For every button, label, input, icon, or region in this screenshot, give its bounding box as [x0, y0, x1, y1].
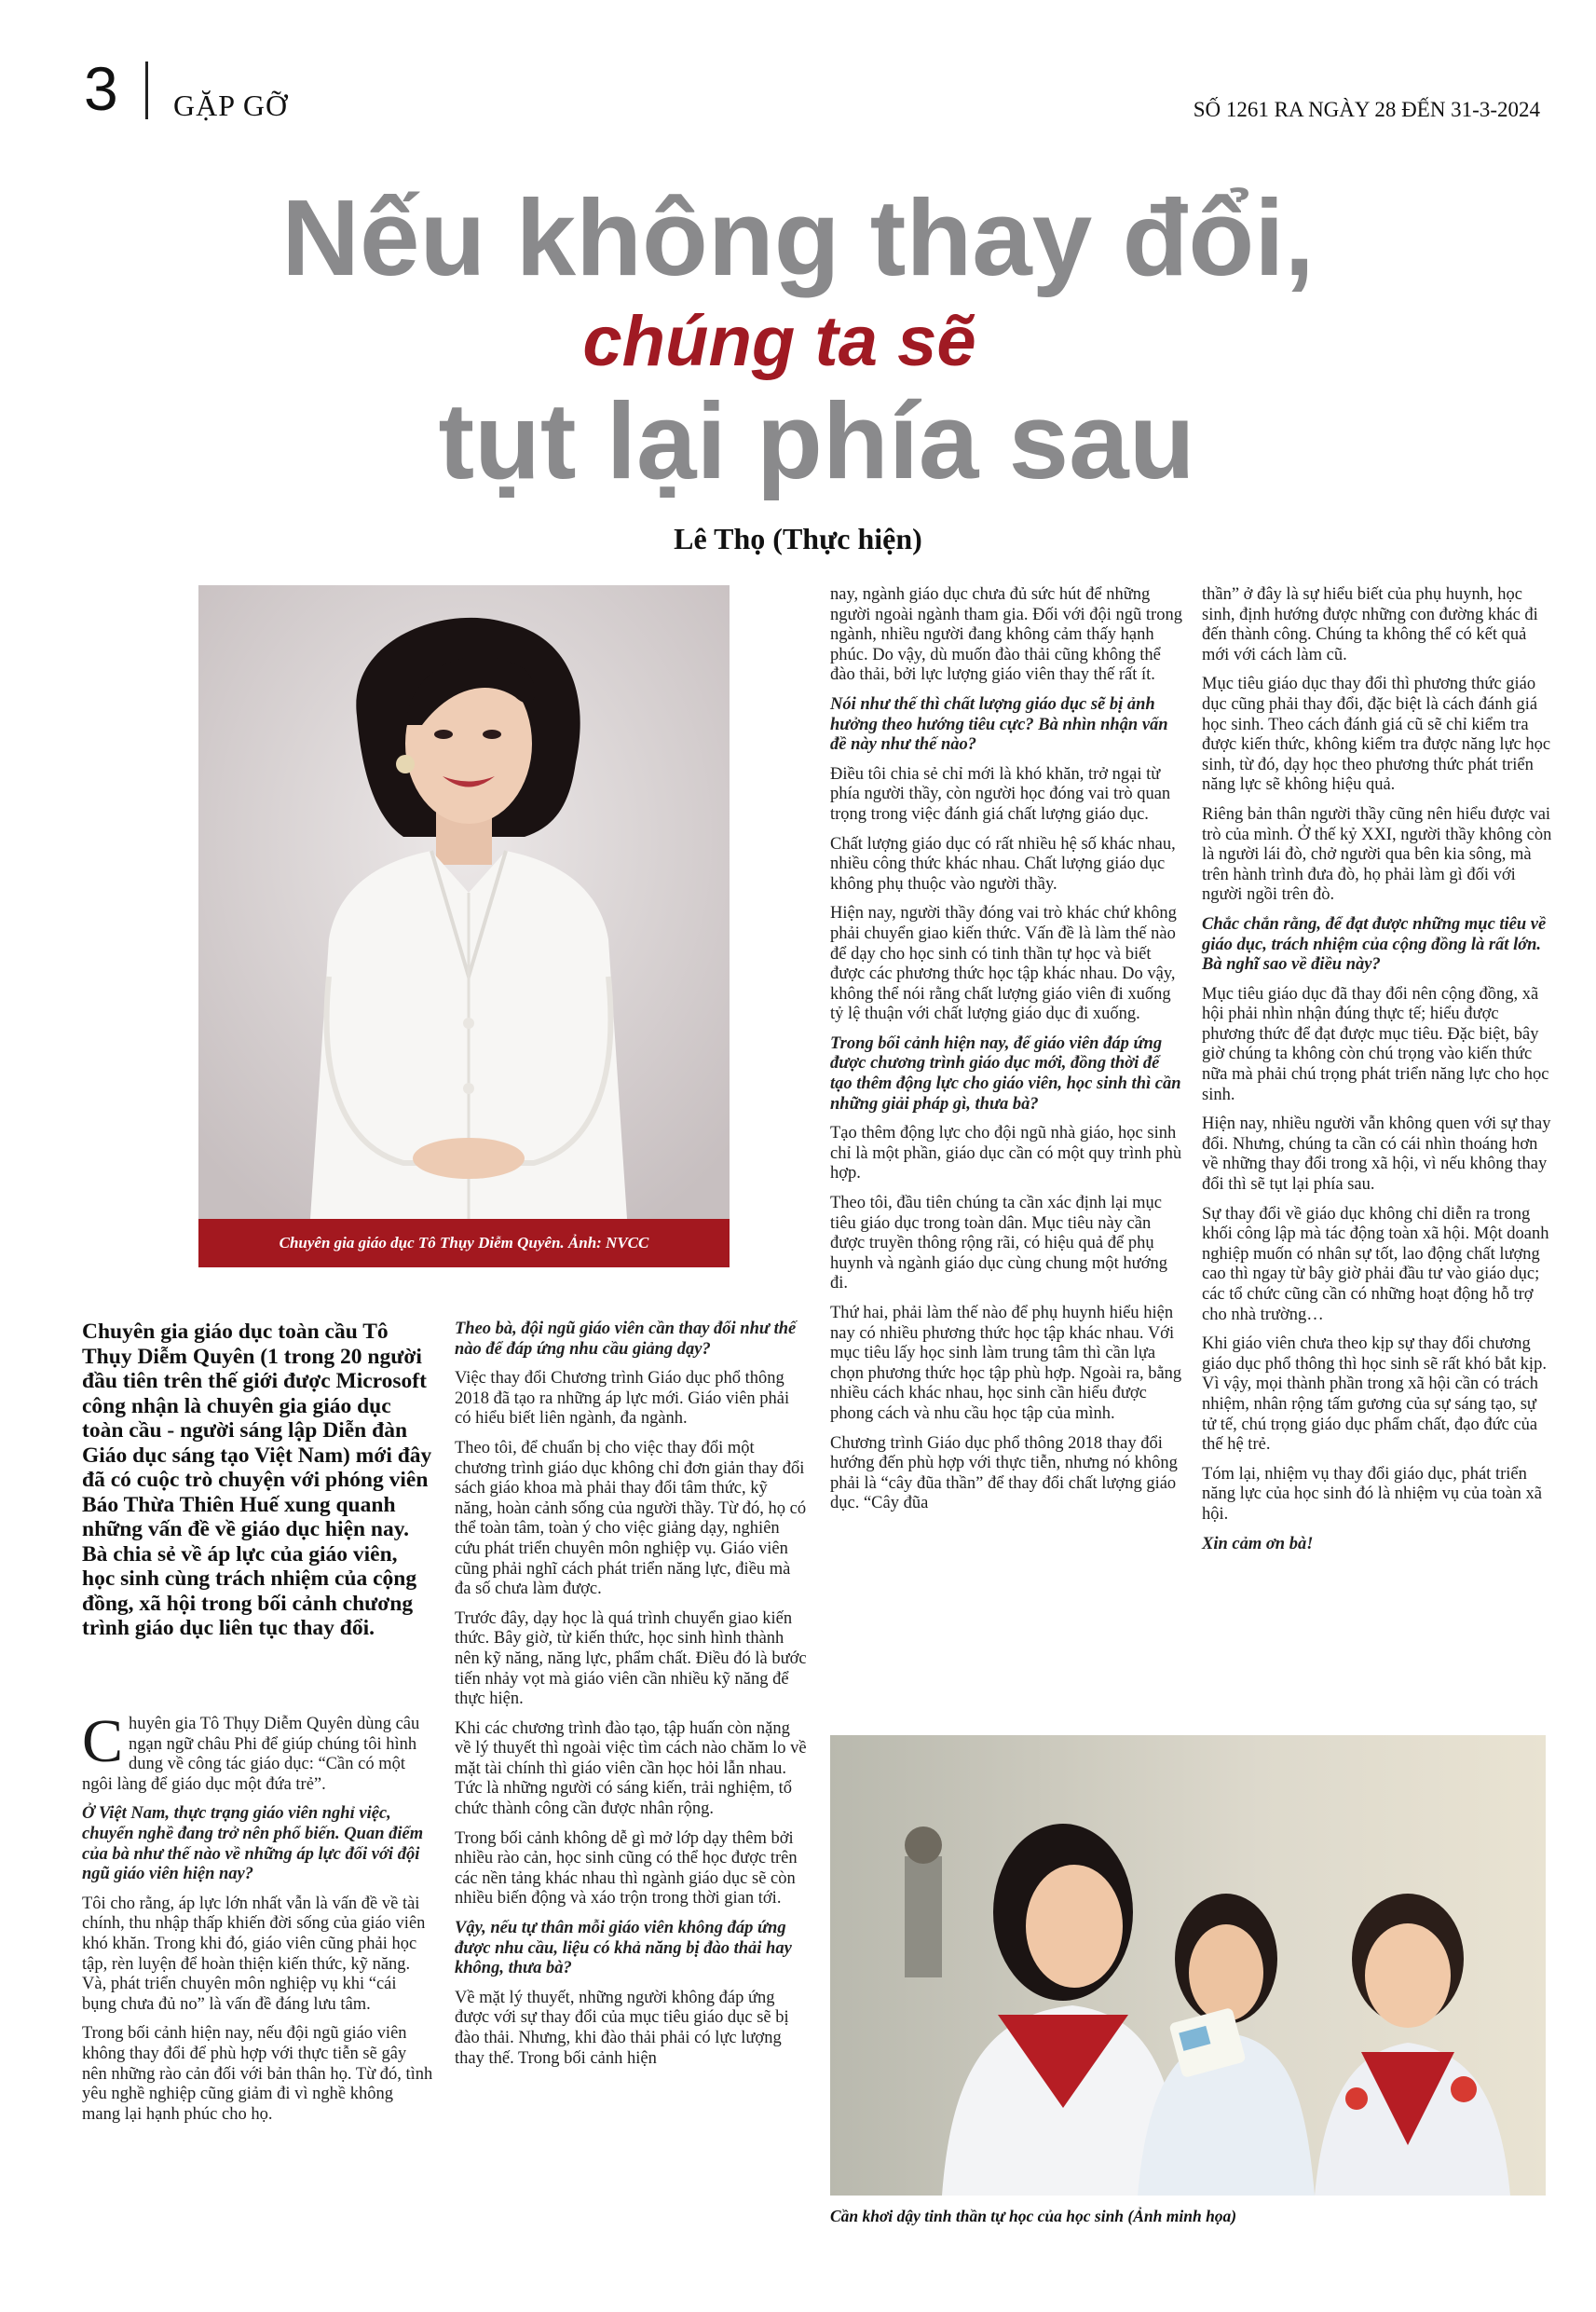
paragraph: Theo tôi, để chuẩn bị cho việc thay đổi một chương trình giáo dục không chỉ đơn giản thay đổi sách giáo khoa mà phải thay đổi tâm thức, kỹ năng, hoàn cảnh sống của người thầy. Từ đó, họ có thể toàn tâm, toàn ý cho việc giảng dạy, nghiên cứu phát triển chuyên môn nghiệp vụ. Giáo viên cũng phải nghĩ cách phát triển năng lực, điều mà đa số chưa làm được. [455, 1438, 807, 1599]
headline-line-2: chúng ta sẽ [582, 302, 976, 381]
article-column-1 [82, 1707, 434, 2134]
issue-info: SỐ 1261 RA NGÀY 28 ĐẾN 31-3-2024 [1193, 98, 1540, 121]
lead-paragraph: Chuyên gia giáo dục toàn cầu Tô Thụy Diễm Quyên (1 trong 20 người đầu tiên trên thế giới được Microsoft công nhận là chuyên gia giáo dục toàn cầu - người sáng lập Diễn đàn Giáo dục sáng tạo Việt Nam) mới đây đã có cuộc trò chuyện với phóng viên Báo Thừa Thiên Huế xung quanh những vấn đề về giáo dục hiện nay. Bà chia sẻ về áp lực của giáo viên, học sinh cùng trách nhiệm của cộng đồng, xã hội trong bối cảnh chương trình giáo dục liên tục thay đổi. [82, 1320, 432, 1640]
question: Nói như thế thì chất lượng giáo dục sẽ bị ảnh hưởng theo hướng tiêu cực? Bà nhìn nhận vấn đề này như thế nào? [830, 694, 1168, 755]
paragraph: Theo tôi, đầu tiên chúng ta cần xác định lại mục tiêu giáo dục trong toàn dân. Mục tiêu này cần được truyền thông rộng rãi, có hiệu quả để phụ huynh và ngành giáo dục cùng chung một hướng đi. [830, 1194, 1167, 1293]
paragraph: Mục tiêu giáo dục thay đổi thì phương thức giáo dục cũng phải thay đổi, đặc biệt là cách đánh giá học sinh. Theo cách đánh giá cũ sẽ chỉ kiểm tra được kiến thức, không kiểm tra được năng lực học sinh, từ đó, dạy học theo phương thức phát triển năng lực sẽ không hiệu quả. [1202, 675, 1551, 795]
paragraph: Tôi cho rằng, áp lực lớn nhất vẫn là vấn đề về tài chính, thu nhập thấp khiến đời sống của giáo viên khó khăn. Trong khi đó, giáo viên cũng phải học tập, rèn luyện để hoàn thiện kiến thức, kỹ năng. Và, phát triển chuyên môn nghiệp vụ khi “cái bụng chưa đủ no” là vấn đề đáng lưu tâm. [82, 1894, 426, 2014]
paragraph: Về mặt lý thuyết, những người không đáp ứng được với sự thay đổi của mục tiêu giáo dục sẽ bị đào thải. Nhưng, khi đào thải phải có lực lượng thay thế. Trong bối cảnh hiện [455, 1988, 789, 2068]
paragraph: Chương trình Giáo dục phổ thông 2018 thay đổi hướng đến phù hợp với thực tiễn, nhưng nó không phải là “cây đũa thần” để thay đổi chất lượng giáo dục. “Cây đũa [830, 1433, 1178, 1513]
byline: Lê Thọ (Thực hiện) [674, 522, 922, 555]
header-divider [145, 62, 148, 119]
paragraph: Trước đây, dạy học là quá trình chuyển giao kiến thức. Bây giờ, từ kiến thức, học sinh hình thành nên kỹ năng, năng lực, phẩm chất. Điều đó là bước tiến nhảy vọt mà giáo viên cần nhiều kỹ năng để thực hiện. [455, 1608, 807, 1709]
article-column-3 [830, 585, 1182, 1524]
question: Trong bối cảnh hiện nay, để giáo viên đáp ứng được chương trình giáo dục mới, đồng thời để tạo thêm động lực cho giáo viên, học sinh thì cần những giải pháp gì, thưa bà? [830, 1033, 1181, 1114]
headline-line-3: tụt lại phía sau [438, 380, 1195, 501]
paragraph: Riêng bản thân người thầy cũng nên hiểu được vai trò của mình. Ở thế kỷ XXI, người thầy không còn là người lái đò, chở người qua bên kia sông, mà trên hành trình đưa đò, họ phải làm gì đối với người ngồi trên đò. [1202, 804, 1552, 905]
paragraph: Việc thay đổi Chương trình Giáo dục phổ thông 2018 đã tạo ra những áp lực mới. Giáo viên phải có hiểu biết liên ngành, đa ngành. [455, 1369, 790, 1429]
paragraph: Hiện nay, người thầy đóng vai trò khác chứ không phải chuyển giao kiến thức. Vấn đề là làm thế nào để dạy cho học sinh có tinh thần tự học và biết được các phương thức học tập khác nhau. Do vậy, không thể nói rằng chất lượng giáo viên đi xuống tỷ lệ thuận với chất lượng giáo dục đi xuống. [830, 904, 1177, 1024]
students-photo [830, 1735, 1546, 2196]
intro-paragraph: Chuyên gia Tô Thụy Diễm Quyên dùng câu ngạn ngữ châu Phi để giúp chúng tôi hình dung về công tác giáo dục: “Cần có một ngôi làng để giáo dục một đứa trẻ”. [82, 1707, 420, 1794]
paragraph: Mục tiêu giáo dục đã thay đổi nên cộng đồng, xã hội phải nhìn nhận đúng thực tế; hiểu được phương thức để đạt được mục tiêu. Đặc biệt, bây giờ chúng ta không còn chú trọng vào kiến thức nữa mà phải chú trọng phát triển năng lực cho học sinh. [1202, 984, 1549, 1104]
paragraph: Sự thay đổi về giáo dục không chỉ diễn ra trong khối công lập mà tác động toàn xã hội. Một doanh nghiệp muốn có nhân sự tốt, lao động chất lượng cao thì ngay từ bây giờ phải đầu tư vào giáo dục; các tổ chức cũng cần có những hoạt động hỗ trợ cho nhà trường… [1202, 1204, 1549, 1324]
page-number: 3 [84, 54, 118, 123]
article-column-4 [1202, 585, 1554, 1564]
students-illustration [830, 1735, 1546, 2196]
paragraph: Thứ hai, phải làm thế nào để phụ huynh hiểu hiện nay có nhiều phương thức học tập khác nhau. Với mục tiêu lấy học sinh làm trung tâm thì cần lựa chọn phương thức học tập phù hợp. Ngoài ra, bằng nhiều cách khác nhau, học sinh cần hiểu được phong cách và nhu cầu học tập của mình. [830, 1304, 1182, 1423]
paragraph: Chất lượng giáo dục có rất nhiều hệ số khác nhau, nhiều công thức khác nhau. Chất lượng giáo dục không phụ thuộc vào người thầy. [830, 834, 1176, 894]
paragraph: Hiện nay, nhiều người vẫn không quen với sự thay đổi. Nhưng, chúng ta cần có cái nhìn thoáng hơn về những thay đổi trong xã hội, vì nếu không thay đổi thì sẽ tụt lại phía sau. [1202, 1115, 1551, 1195]
headline-line-1: Nếu không thay đổi, [281, 177, 1315, 298]
question: Vậy, nếu tự thân mỗi giáo viên không đáp ứng được nhu cầu, liệu có khả năng bị đào thải hay không, thưa bà? [455, 1919, 792, 1978]
paragraph: Tạo thêm động lực cho đội ngũ nhà giáo, học sinh chỉ là một phần, giáo dục cần có một quy trình phù hợp. [830, 1124, 1182, 1183]
article-column-2 [455, 1320, 807, 2078]
paragraph: Trong bối cảnh hiện nay, nếu đội ngũ giáo viên không thay đổi để phù hợp với thực tiễn sẽ gây nên những rào cản đối với bản thân họ. Từ đó, tình yêu nghề nghiệp cũng giảm đi vì nghề không mang lại hạnh phúc cho họ. [82, 2024, 433, 2124]
portrait-caption: Chuyên gia giáo dục Tô Thụy Diễm Quyên. Ảnh: NVCC [198, 1219, 730, 1267]
portrait-illustration [198, 585, 730, 1219]
portrait-photo [198, 585, 730, 1219]
paragraph: nay, ngành giáo dục chưa đủ sức hút để những người ngoài ngành tham gia. Đối với đội ngũ trong ngành, nhiều người đang không cảm thấy hạnh phúc. Do vậy, dù muốn đào thải cũng không thể đào thải, bởi lực lượng giáo viên thay thế rất ít. [830, 585, 1182, 685]
paragraph: Khi các chương trình đào tạo, tập huấn còn nặng về lý thuyết thì ngoài việc tìm cách nào chăm lo về mặt tài chính thì giáo viên cần học hỏi lẫn nhau. Tức là những người có sáng kiến, trải nghiệm, tổ chức thành công cần được nhân rộng. [455, 1718, 807, 1819]
question: Ở Việt Nam, thực trạng giáo viên nghỉ việc, chuyển nghề đang trở nên phổ biến. Quan điểm của bà như thế nào về những áp lực đối với đội ngũ giáo viên hiện nay? [82, 1804, 424, 1884]
paragraph: Trong bối cảnh không dễ gì mở lớp dạy thêm bởi nhiều rào cản, học sinh cũng có thể học được trên các nền tảng khác nhau thì ngành giáo dục sẽ còn nhiều biến động và xáo trộn trong thời gian tới. [455, 1828, 798, 1908]
paragraph: Tóm lại, nhiệm vụ thay đổi giáo dục, phát triển năng lực của học sinh đó là nhiệm vụ của toàn xã hội. [1202, 1464, 1543, 1524]
paragraph: Khi giáo viên chưa theo kịp sự thay đổi chương giáo dục phổ thông thì học sinh sẽ rất khó bắt kịp. Vì vậy, mọi thành phần trong xã hội cần có trách nhiệm, nhân rộng tấm gương của sự sáng tạo, sự tử tế, chú trọng giáo dục phẩm chất, đạo đức của thế hệ trẻ. [1202, 1334, 1547, 1455]
paragraph: Điều tôi chia sẻ chỉ mới là khó khăn, trở ngại từ phía người thầy, còn người học đóng vai trò quan trọng trong việc đánh giá chất lượng giáo dục. [830, 764, 1171, 824]
question: Theo bà, đội ngũ giáo viên cần thay đổi như thế nào để đáp ứng nhu cầu giảng dạy? [455, 1320, 797, 1359]
students-photo-caption: Cần khơi dậy tinh thần tự học của học sinh (Ảnh minh họa) [830, 2207, 1237, 2225]
closing-thanks: Xin cảm ơn bà! [1202, 1534, 1314, 1553]
drop-cap: C [82, 1707, 124, 1775]
section-title: GẶP GỠ [173, 89, 289, 122]
question: Chắc chắn rằng, để đạt được những mục tiêu về giáo dục, trách nhiệm của cộng đồng là rất lớn. Bà nghĩ sao về điều này? [1202, 914, 1547, 975]
paragraph: thần” ở đây là sự hiểu biết của phụ huynh, học sinh, định hướng được những con đường khác đi đến thành công. Chúng ta không thể có kết quả mới với cách làm cũ. [1202, 585, 1538, 664]
